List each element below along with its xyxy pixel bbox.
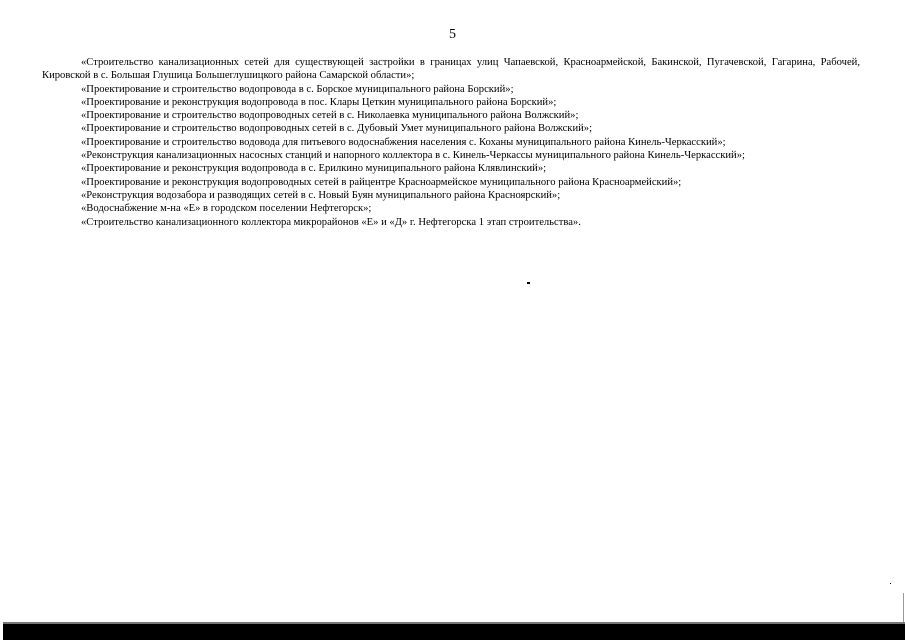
scan-artifact: [527, 282, 530, 284]
scan-bottom-edge: [3, 624, 905, 640]
list-item: «Проектирование и реконструкция водопровода в с. Ерилкино муниципального района Клявлинский»;: [81, 163, 547, 175]
page-number: 5: [449, 27, 456, 42]
list-item: «Строительство канализационного коллектора микрорайонов «Е» и «Д» г. Нефтегорска 1 этап строительства».: [81, 216, 581, 228]
list-item: «Проектирование и строительство водопроводных сетей в с. Николаевка муниципального района Волжский»;: [81, 110, 579, 122]
list-item: «Реконструкция водозабора и разводящих сетей в с. Новый Буян муниципального района Красноярский»;: [81, 189, 561, 201]
list-item: «Водоснабжение м-на «Е» в городском поселении Нефтегорск»;: [81, 203, 372, 215]
scan-artifact: [903, 593, 904, 623]
list-item: «Проектирование и строительство водопроводных сетей в с. Дубовый Умет муниципального района Волжский»;: [81, 123, 593, 135]
scan-artifact: [890, 583, 891, 584]
document-body: [42, 56, 860, 229]
list-item: «Проектирование и реконструкция водопроводных сетей в райцентре Красноармейское муниципального района Красноармейский»;: [81, 176, 682, 188]
list-item: «Проектирование и строительство водопровода в с. Борское муниципального района Борский»;: [81, 83, 514, 95]
list-item: «Строительство канализационных сетей для существующей застройки в границах улиц Чапаевской, Красноармейской, Бакинской, Пугачевской, Гагарина, Рабочей, Кировской в с. Большая Глушица Большеглушицкого района Самарской области»;: [42, 57, 860, 82]
list-item: «Проектирование и реконструкция водопровода в пос. Клары Цеткин муниципального района Борский»;: [81, 96, 557, 108]
list-item: «Проектирование и строительство водовода для питьевого водоснабжения населения с. Коханы муниципального района Кинель-Черкасский»;: [81, 136, 726, 148]
list-item: «Реконструкция канализационных насосных станций и напорного коллектора в с. Кинель-Черкассы муниципального района Кинель-Черкасский»;: [81, 150, 745, 162]
